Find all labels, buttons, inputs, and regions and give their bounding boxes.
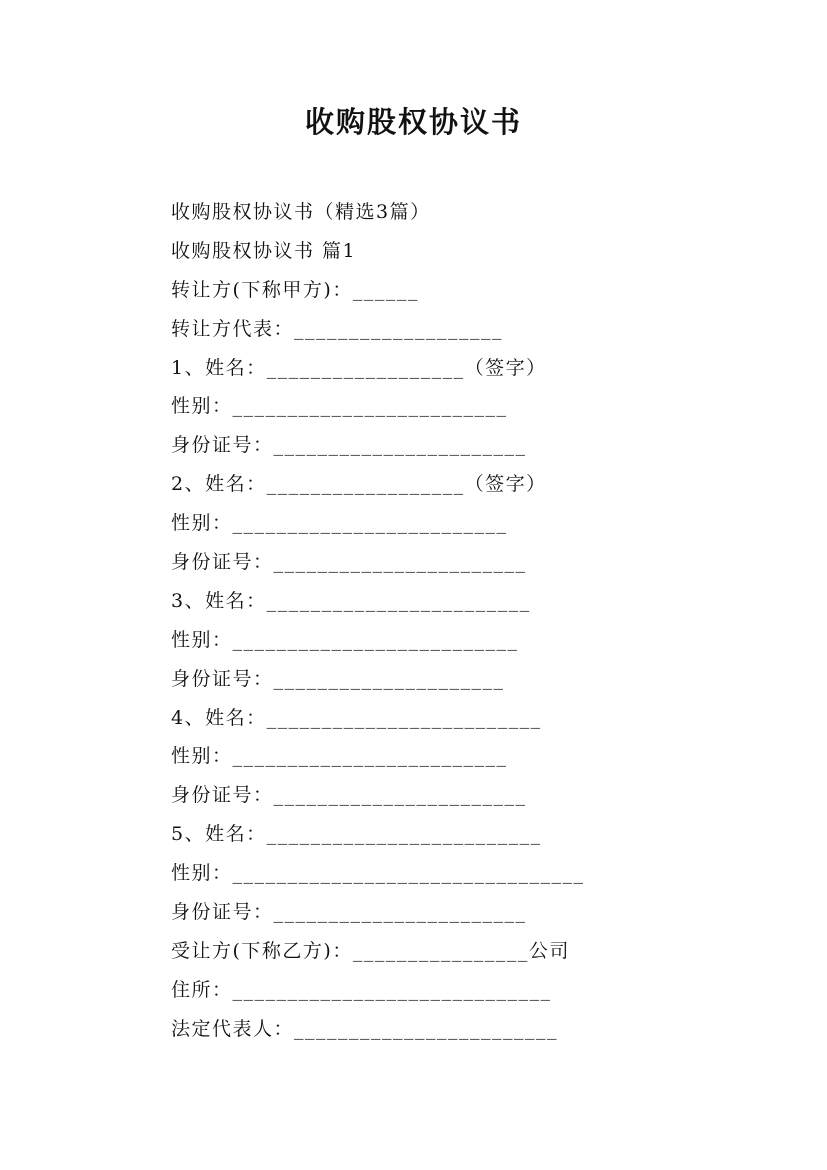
person-3-gender-line: 性别：__________________________ (171, 628, 519, 651)
transferor-representative-line: 转让方代表：___________________ (171, 317, 504, 340)
person-5-gender-line: 性别：________________________________ (171, 862, 585, 885)
person-4-name-line: 4、姓名：_________________________ (171, 706, 542, 729)
legal-representative-line: 法定代表人：________________________ (171, 1017, 559, 1040)
person-1-id-line: 身份证号：_______________________ (171, 434, 527, 457)
person-3-id-line: 身份证号：_____________________ (171, 667, 505, 690)
transferor-line: 转让方(下称甲方)：______ (171, 278, 419, 301)
person-4-id-line: 身份证号：_______________________ (171, 784, 527, 807)
person-5-name-line: 5、姓名：_________________________ (171, 823, 542, 846)
document-body (171, 193, 791, 1049)
section-heading: 收购股权协议书 篇1 (171, 239, 357, 262)
person-4-gender-line: 性别：_________________________ (171, 745, 508, 768)
person-2-id-line: 身份证号：_______________________ (171, 551, 527, 574)
person-5-id-line: 身份证号：_______________________ (171, 901, 527, 924)
document-title: 收购股权协议书 (304, 105, 522, 139)
person-1-gender-line: 性别：_________________________ (171, 395, 508, 418)
address-line: 住所：_____________________________ (171, 978, 552, 1001)
subtitle-line: 收购股权协议书（精选3篇） (171, 201, 431, 223)
transferee-line: 受让方(下称乙方)：________________公司 (171, 939, 570, 962)
person-1-name-line: 1、姓名：__________________（签字） (171, 356, 547, 379)
person-2-gender-line: 性别：_________________________ (171, 512, 508, 535)
person-2-name-line: 2、姓名：__________________（签字） (171, 473, 547, 496)
person-3-name-line: 3、姓名：________________________ (171, 589, 531, 612)
